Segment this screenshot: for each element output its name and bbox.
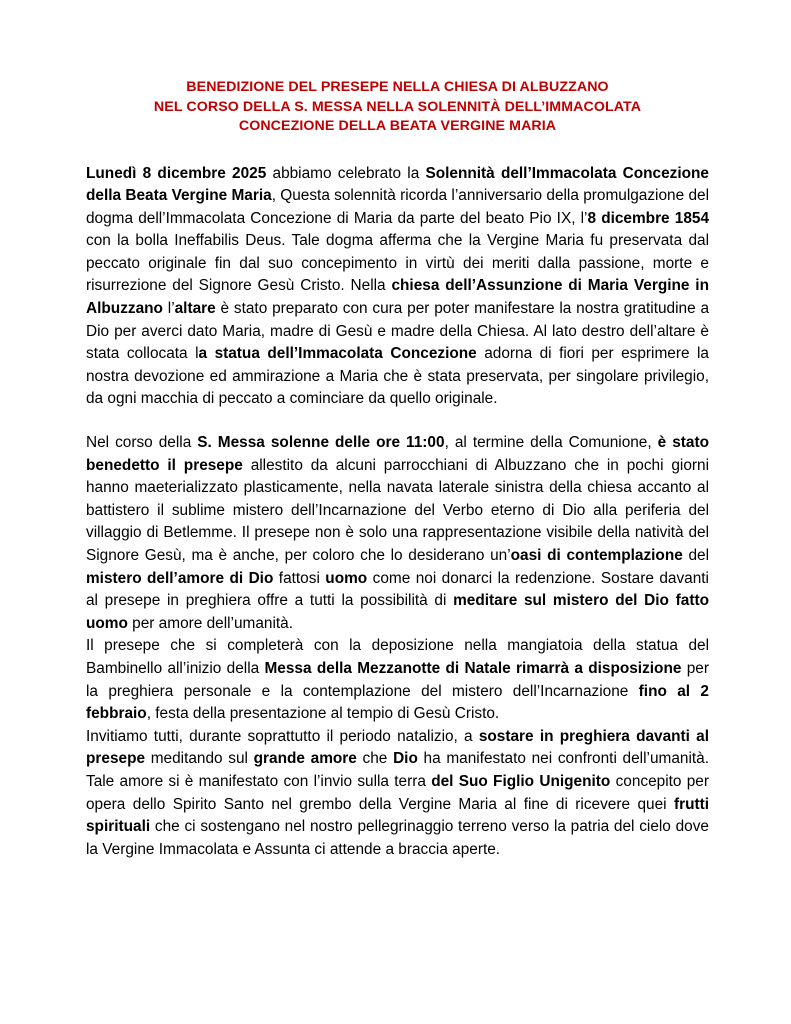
p2-text-6: come noi donarci la redenzione. Sostare davanti al presepe in preghiera offre a tutti la possibilità di bbox=[86, 569, 709, 610]
paragraph-2 bbox=[86, 432, 709, 635]
p2-text-7: per amore dell’umanità. bbox=[127, 614, 293, 632]
paragraph-1 bbox=[86, 163, 709, 412]
page-title bbox=[86, 78, 709, 137]
p4-bold-4: del Suo Figlio Unigenito bbox=[431, 772, 611, 790]
p4-text-5: concepito per opera dello Spirito Santo nel grembo della Vergine Maria al fine di ricevere quei bbox=[86, 772, 709, 813]
p2-bold-1: S. Messa solenne delle ore 11:00 bbox=[197, 434, 445, 452]
p1-bold-5: altare bbox=[174, 300, 216, 318]
p3-text-1: Il presepe che si completerà con la deposizione nella mangiatoia della statua del Bambinello all’inizio della bbox=[86, 637, 709, 677]
p1-bold-6: a statua dell’Immacolata Concezione bbox=[198, 345, 477, 363]
p2-bold-4: mistero dell’amore di Dio bbox=[86, 569, 274, 587]
title-line-3: CONCEZIONE DELLA BEATA VERGINE MARIA bbox=[238, 118, 557, 134]
p1-text-5: è stato preparato con cura per poter manifestare la nostra gratitudine a Dio per averci dato Maria, madre di Gesù e madre della Chiesa. Al lato destro dell’altare è stata collocata l bbox=[86, 300, 710, 363]
p4-text-6: che ci sostengano nel nostro pellegrinaggio terreno verso la patria del cielo dove la Vergine Immacolata e Assunta ci attende a braccia aperte. bbox=[86, 818, 709, 858]
p1-bold-3: 8 dicembre 1854 bbox=[587, 209, 710, 227]
p1-text-2: , Questa solennità ricorda l’anniversario della promulgazione del dogma dell’Immacolata Concezione di Maria da parte del beato Pio IX, l’ bbox=[86, 187, 709, 227]
paragraph-spacer bbox=[86, 411, 709, 432]
paragraph-3 bbox=[86, 635, 709, 725]
title-line-1: BENEDIZIONE DEL PRESEPE NELLA CHIESA DI ALBUZZANO bbox=[186, 79, 609, 95]
p2-text-5: fattosi bbox=[273, 569, 326, 587]
p3-text-3: , festa della presentazione al tempio di Gesù Cristo. bbox=[146, 705, 500, 723]
p1-bold-1: Lunedì 8 dicembre 2025 bbox=[86, 164, 267, 182]
p2-text-1: Nel corso della bbox=[86, 434, 198, 452]
p2-text-3: allestito da alcuni parrocchiani di Albuzzano che in pochi giorni hanno maeterializzato plasticamente, nella navata laterale sinistra della chiesa accanto al battistero il sublime mistero dell’Incarnazione del Verbo eterno di Dio alla periferia del villaggio di Betlemme. Il presepe non è solo una rappresentazione visibile della natività del Signore Gesù, ma è anche, per coloro che lo desiderano un’ bbox=[86, 456, 710, 564]
p3-text-2: per la preghiera personale e la contemplazione del mistero dell’Incarnazione bbox=[86, 659, 709, 700]
p4-bold-2: grande amore bbox=[253, 750, 357, 768]
p2-bold-2: è stato benedetto il presepe bbox=[86, 434, 709, 474]
p1-bold-2: Solennità dell’Immacolata Concezione della Beata Vergine Maria bbox=[86, 164, 709, 205]
p2-bold-5: uomo bbox=[325, 569, 368, 587]
p1-text-1: abbiamo celebrato la bbox=[266, 164, 426, 182]
p2-text-2: , al termine della Comunione, bbox=[444, 434, 658, 452]
title-line-2: NEL CORSO DELLA S. MESSA NELLA SOLENNITÀ DELL’IMMACOLATA bbox=[153, 98, 642, 115]
p1-text-4: l’ bbox=[162, 300, 175, 318]
p4-text-4: ha manifestato nei confronti dell’umanità. Tale amore si è manifestato con l’invio sulla terra bbox=[86, 750, 709, 790]
p1-bold-4: chiesa dell’Assunzione di Maria Vergine in Albuzzano bbox=[86, 277, 709, 318]
p2-bold-6: meditare sul mistero del Dio fatto uomo bbox=[86, 592, 709, 632]
p2-bold-3: oasi di contemplazione bbox=[510, 547, 683, 564]
p4-text-1: Invitiamo tutti, durante soprattutto il periodo natalizio, a bbox=[86, 727, 479, 745]
p3-bold-2: fino al 2 febbraio bbox=[86, 682, 709, 723]
p4-text-2: meditando sul bbox=[145, 750, 254, 768]
p3-bold-1: Messa della Mezzanotte di Natale rimarrà a disposizione bbox=[264, 659, 682, 677]
paragraph-4 bbox=[86, 726, 709, 862]
p1-text-6: adorna di fiori per esprimere la nostra devozione ed ammirazione a Maria che è stata preservata, per singolare privilegio, da ogni macchia di peccato a cominciare da quello originale. bbox=[86, 345, 709, 408]
p4-bold-3: Dio bbox=[393, 750, 418, 768]
p4-bold-1: sostare in preghiera davanti al presepe bbox=[86, 727, 710, 768]
p4-bold-5: frutti spirituali bbox=[86, 795, 709, 836]
p4-text-3: che bbox=[356, 750, 394, 768]
p1-text-3: con la bolla Ineffabilis Deus. Tale dogma afferma che la Vergine Maria fu preservata dal peccato originale fin dal suo concepimento in virtù dei meriti dalla passione, morte e risurrezione del Signore Gesù Cristo. Nella bbox=[86, 232, 709, 295]
p2-text-4: del bbox=[682, 547, 709, 564]
